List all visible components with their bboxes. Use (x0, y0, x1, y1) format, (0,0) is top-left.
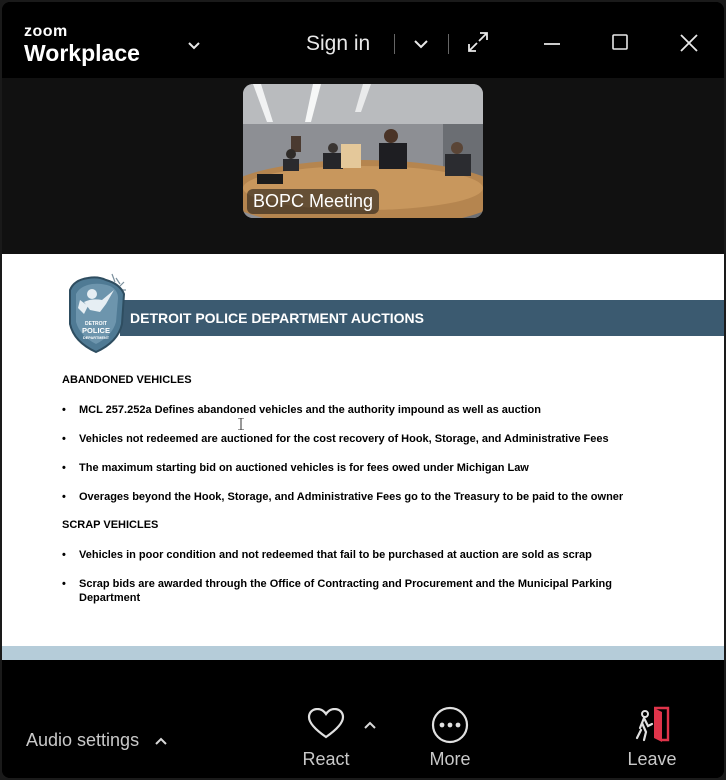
logo-text-police: POLICE (82, 326, 110, 335)
slide-footer-band (2, 646, 724, 660)
leave-door-icon (632, 706, 672, 744)
participant-video-tile[interactable] (243, 84, 483, 218)
react-label: React (302, 749, 350, 769)
police-badge-logo (62, 272, 132, 358)
text-cursor-icon (238, 418, 244, 430)
chevron-down-icon[interactable] (412, 36, 430, 52)
fullscreen-icon[interactable] (466, 30, 490, 54)
brand-zoom: zoom (24, 23, 68, 40)
divider (394, 34, 395, 54)
bullet-text: MCL 257.252a Defines abandoned vehicles and the authority impound as well as auction (79, 404, 541, 416)
maximize-icon[interactable] (611, 33, 629, 51)
shared-screen-slide (2, 254, 724, 646)
bullet-dot: • (62, 578, 66, 590)
more-dots-icon (431, 706, 469, 744)
more-button[interactable] (422, 706, 478, 770)
chevron-down-icon[interactable] (186, 38, 202, 54)
bullet-dot: • (62, 433, 66, 445)
title-bar (2, 2, 724, 78)
bullet-text: Vehicles in poor condition and not redeemed that fail to be purchased at auction are sold as scrap (79, 549, 592, 561)
bullet-dot: • (62, 491, 66, 503)
sign-in-button[interactable]: Sign in (306, 32, 371, 55)
participant-name-label: BOPC Meeting (247, 189, 379, 214)
video-strip (2, 78, 724, 254)
logo-text-detroit: DETROIT (85, 321, 107, 327)
chevron-up-icon[interactable] (154, 736, 168, 746)
zoom-window (2, 2, 724, 778)
chevron-up-icon[interactable] (363, 720, 377, 730)
react-button[interactable] (298, 708, 354, 770)
divider (448, 34, 449, 54)
section-heading-scrap: SCRAP VEHICLES (62, 519, 159, 531)
bullet-text: Overages beyond the Hook, Storage, and Administrative Fees go to the Treasury to be paid to the owner (79, 491, 624, 503)
brand-workplace: Workplace (24, 40, 140, 66)
logo-text-department: DEPARTMENT (82, 336, 110, 340)
leave-button[interactable] (622, 706, 682, 770)
heart-icon (307, 708, 345, 740)
close-icon[interactable] (679, 33, 699, 53)
bullet-text: The maximum starting bid on auctioned vehicles is for fees owed under Michigan Law (79, 462, 529, 474)
audio-settings-button[interactable] (26, 730, 168, 751)
bullet-dot: • (62, 404, 66, 416)
bullet-text: Vehicles not redeemed are auctioned for the cost recovery of Hook, Storage, and Administrative Fees (79, 433, 609, 445)
bullet-dot: • (62, 462, 66, 474)
bullet-text: Scrap bids are awarded through the Office of Contracting and Procurement and the Municipal Parking Department (79, 578, 612, 604)
meeting-toolbar (2, 690, 724, 778)
app-brand (24, 24, 140, 66)
bullet-dot: • (62, 549, 66, 561)
minimize-icon[interactable] (542, 34, 562, 54)
leave-label: Leave (627, 749, 677, 769)
audio-settings-label: Audio settings (26, 730, 140, 750)
more-label: More (429, 749, 471, 769)
section-heading-abandoned: ABANDONED VEHICLES (62, 374, 192, 386)
slide-title-banner: DETROIT POLICE DEPARTMENT AUCTIONS (120, 300, 724, 336)
